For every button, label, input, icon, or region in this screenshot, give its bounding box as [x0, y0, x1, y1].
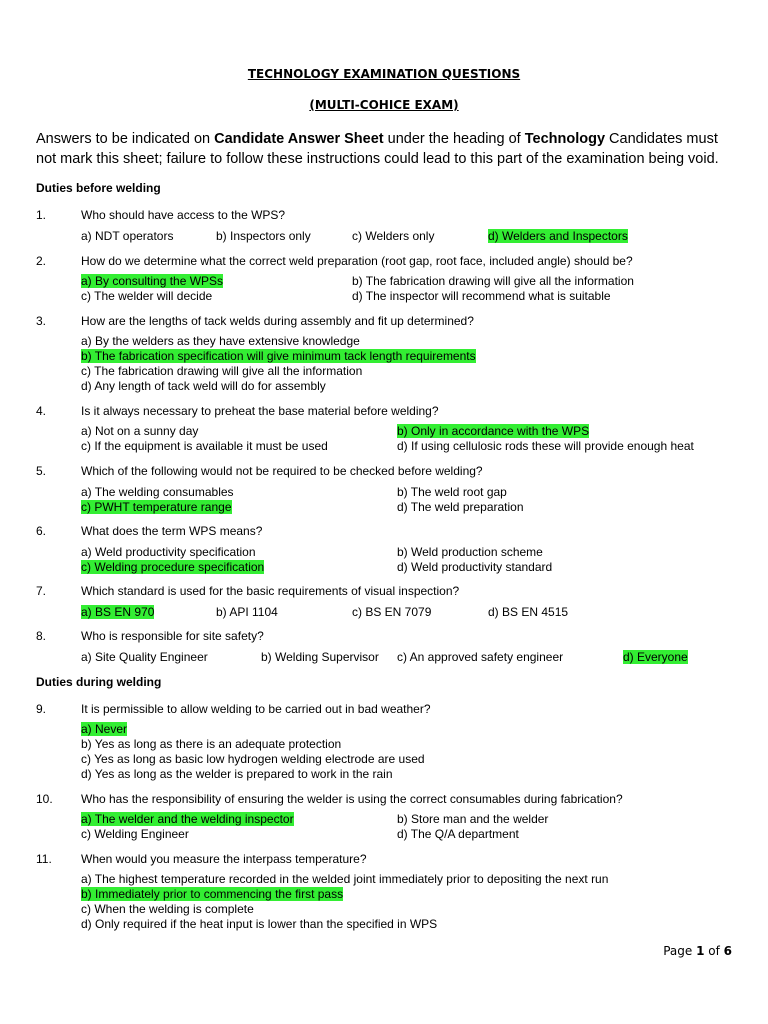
page-word: Page — [663, 944, 697, 958]
option-b: b) Weld production scheme — [397, 545, 543, 559]
question-number: 10. — [36, 792, 53, 806]
option-a: a) Site Quality Engineer — [81, 650, 208, 664]
option-c: c) BS EN 7079 — [352, 605, 432, 619]
page-total: 6 — [723, 944, 732, 958]
question-text: When would you measure the interpass temperature? — [81, 852, 367, 866]
instructions-text-3: Candidates must not mark this sheet; failure to follow these instructions could lead to this part of the examination being void. — [36, 131, 719, 167]
option-b: b) API 1104 — [216, 605, 278, 619]
question-number: 6. — [36, 524, 47, 538]
section-heading-before-welding: Duties before welding — [36, 181, 161, 195]
option-d-correct: d) Welders and Inspectors — [488, 229, 628, 243]
instructions-paragraph — [36, 130, 736, 169]
option-c: c) If the equipment is available it must be used — [81, 439, 328, 453]
instructions-text-1: Answers to be indicated on — [36, 131, 215, 147]
option-b: b) Inspectors only — [216, 229, 311, 243]
question-number: 5. — [36, 464, 47, 478]
option-b-correct: b) Only in accordance with the WPS — [397, 424, 590, 438]
option-d: d) The weld preparation — [397, 500, 524, 514]
option-a: a) Weld productivity specification — [81, 545, 256, 559]
option-b: b) The fabrication drawing will give all the information — [352, 274, 634, 288]
option-d: d) The inspector will recommend what is suitable — [352, 289, 611, 303]
exam-title: TECHNOLOGY EXAMINATION QUESTIONS — [247, 67, 521, 81]
option-b-correct: b) Immediately prior to commencing the first pass — [81, 887, 344, 901]
instructions-text-2: under the heading of — [383, 131, 525, 147]
option-b: b) Store man and the welder — [397, 812, 549, 826]
option-a: a) By the welders as they have extensive knowledge — [81, 334, 360, 348]
question-text: How do we determine what the correct weld preparation (root gap, root face, included angle) should be? — [81, 254, 633, 268]
question-text: What does the term WPS means? — [81, 524, 263, 538]
question-number: 4. — [36, 404, 47, 418]
option-d: d) Weld productivity standard — [397, 560, 553, 574]
option-a-correct: a) The welder and the welding inspector — [81, 812, 294, 826]
question-number: 3. — [36, 314, 47, 328]
option-d: d) BS EN 4515 — [488, 605, 569, 619]
option-d: d) Any length of tack weld will do for assembly — [81, 379, 326, 393]
option-c: c) Yes as long as basic low hydrogen welding electrode are used — [81, 752, 425, 766]
page-number: 1 — [696, 944, 705, 958]
question-text: Who should have access to the WPS? — [81, 208, 286, 222]
option-b: b) The weld root gap — [397, 485, 507, 499]
option-c: c) The welder will decide — [81, 289, 213, 303]
instructions-bold-1: Candidate Answer Sheet — [214, 131, 384, 147]
question-text: Who has the responsibility of ensuring the welder is using the correct consumables during fabrication? — [81, 792, 623, 806]
page-of-word: of — [704, 944, 724, 958]
option-b-correct: b) The fabrication specification will give minimum tack length requirements — [81, 349, 476, 363]
option-d: d) Only required if the heat input is lower than the specified in WPS — [81, 917, 438, 931]
option-a: a) The highest temperature recorded in the welded joint immediately prior to depositing the next run — [81, 872, 609, 886]
exam-subtitle: (MULTI-COHICE EXAM) — [309, 98, 459, 112]
question-text: It is permissible to allow welding to be carried out in bad weather? — [81, 702, 431, 716]
question-number: 2. — [36, 254, 47, 268]
option-c: c) An approved safety engineer — [397, 650, 564, 664]
option-a-correct: a) By consulting the WPSs — [81, 274, 224, 288]
option-c-correct: c) PWHT temperature range — [81, 500, 232, 514]
option-b: b) Welding Supervisor — [261, 650, 379, 664]
option-c: c) Welding Engineer — [81, 827, 189, 841]
option-a: a) NDT operators — [81, 229, 174, 243]
section-heading-during-welding: Duties during welding — [36, 675, 162, 689]
option-a: a) Not on a sunny day — [81, 424, 199, 438]
option-c: c) Welders only — [352, 229, 435, 243]
option-d: d) If using cellulosic rods these will provide enough heat — [397, 439, 694, 453]
option-c-correct: c) Welding procedure specification — [81, 560, 265, 574]
option-a-correct: a) BS EN 970 — [81, 605, 155, 619]
option-c: c) The fabrication drawing will give all the information — [81, 364, 363, 378]
option-d: d) The Q/A department — [397, 827, 519, 841]
question-text: Is it always necessary to preheat the base material before welding? — [81, 404, 439, 418]
option-c: c) When the welding is complete — [81, 902, 254, 916]
option-d: d) Yes as long as the welder is prepared to work in the rain — [81, 767, 393, 781]
instructions-bold-2: Technology — [524, 131, 606, 147]
question-text: Which of the following would not be required to be checked before welding? — [81, 464, 483, 478]
question-number: 7. — [36, 584, 47, 598]
question-number: 1. — [36, 208, 47, 222]
option-b: b) Yes as long as there is an adequate protection — [81, 737, 342, 751]
page-footer — [663, 944, 732, 958]
question-text: Which standard is used for the basic requirements of visual inspection? — [81, 584, 460, 598]
question-number: 9. — [36, 702, 47, 716]
option-d-correct: d) Everyone — [623, 650, 688, 664]
option-a: a) The welding consumables — [81, 485, 234, 499]
question-text: Who is responsible for site safety? — [81, 629, 264, 643]
question-number: 8. — [36, 629, 47, 643]
question-number: 11. — [36, 852, 52, 866]
option-a-correct: a) Never — [81, 722, 128, 736]
question-text: How are the lengths of tack welds during assembly and fit up determined? — [81, 314, 474, 328]
